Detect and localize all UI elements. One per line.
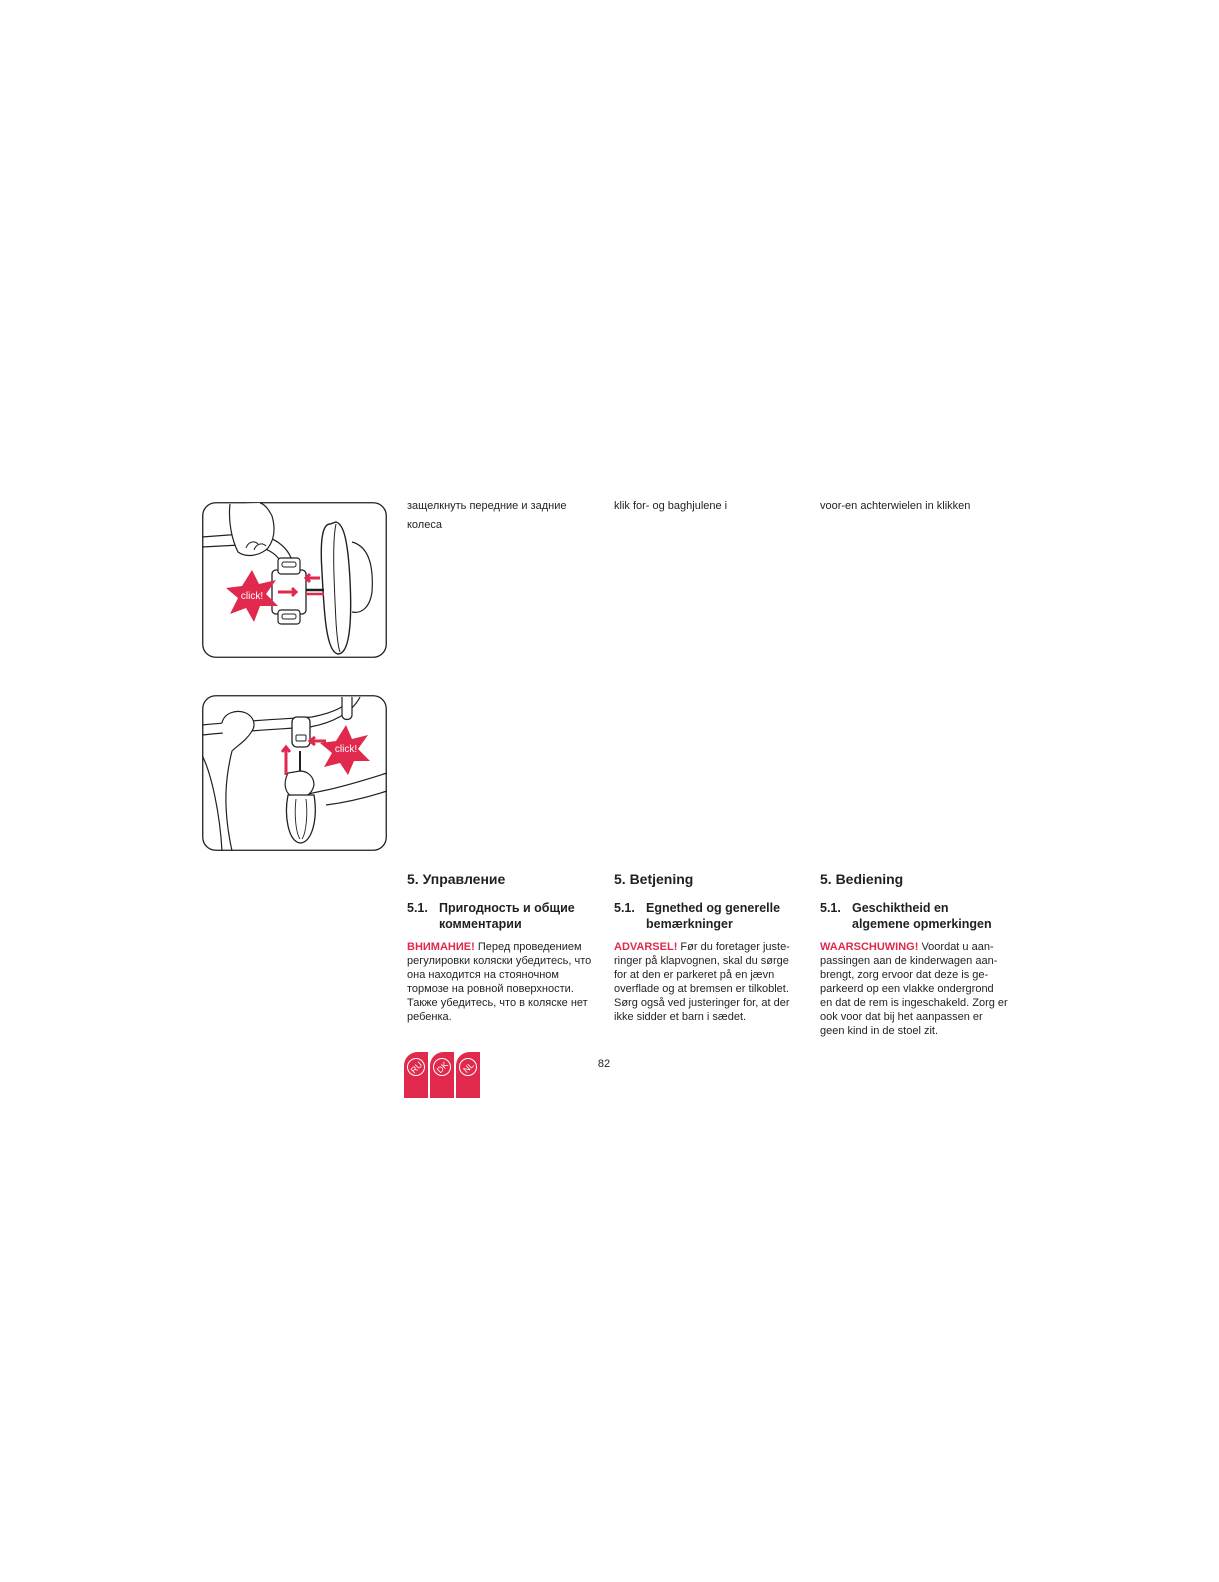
section-title: 5. Управление <box>407 871 506 887</box>
illustration-front-wheel-click <box>202 502 387 658</box>
subsection-title: Egnethed og generelle bemærkninger <box>646 901 781 931</box>
warning-text: Перед проведением регулировки коляски убедитесь, что она находится на стояночном тормозе на ровной поверхности. Также убедитесь, что в коляске нет ребенка. <box>407 941 592 1023</box>
subsection-heading <box>614 900 800 932</box>
column-ru <box>407 870 599 1024</box>
section-title: 5. Bediening <box>820 871 904 887</box>
warning-text: Voordat u aan- passingen aan de kinderwagen aan- brengt, zorg ervoor dat deze is ge- parkeerd op een vlakke ondergrond en dat de rem is ingeschakeld. Zorg er ook voor dat bij het aanpassen er geen kind in de stoel zit. <box>820 941 1008 1037</box>
caption-dk: klik for- og baghjulene i <box>614 500 728 512</box>
caption-nl: voor-en achterwielen in klikken <box>820 500 971 512</box>
subsection-title: Пригодность и общие комментарии <box>439 901 575 931</box>
subsection-number: 5.1. <box>407 901 428 915</box>
warning-label: ВНИМАНИЕ! <box>407 941 475 953</box>
subsection-heading <box>407 900 599 932</box>
click-label: click! <box>334 744 358 755</box>
page-number: 82 <box>597 1058 611 1070</box>
subsection-number: 5.1. <box>614 901 635 915</box>
warning-label: WAARSCHUWING! <box>820 941 919 953</box>
language-tab-label: RU <box>408 1059 425 1076</box>
warning-text: Før du foretager juste- ringer på klapvognen, skal du sørge for at den er parkeret på en jævn overflade og at bremsen er tilkoblet. Sørg også ved justeringer for, at der ikke sidder et barn i sædet. <box>614 941 790 1023</box>
subsection-number: 5.1. <box>820 901 841 915</box>
language-tab-label: DK <box>434 1059 451 1076</box>
section-title: 5. Betjening <box>614 871 694 887</box>
language-tab-label: NL <box>460 1059 476 1075</box>
warning-paragraph <box>820 940 1008 1038</box>
warning-paragraph <box>407 940 599 1024</box>
warning-label: ADVARSEL! <box>614 941 678 953</box>
language-tab-ru <box>404 1052 428 1098</box>
language-tab-nl <box>456 1052 480 1098</box>
warning-paragraph <box>614 940 800 1024</box>
subsection-heading <box>820 900 1008 932</box>
language-tab-dk <box>430 1052 454 1098</box>
click-label: click! <box>240 591 264 602</box>
caption-ru: защелкнуть передние и задние колеса <box>407 500 567 531</box>
column-dk <box>614 870 800 1024</box>
column-nl <box>820 870 1008 1038</box>
subsection-title: Geschiktheid en algemene opmerkingen <box>852 901 992 931</box>
illustration-rear-wheel-click <box>202 695 387 851</box>
